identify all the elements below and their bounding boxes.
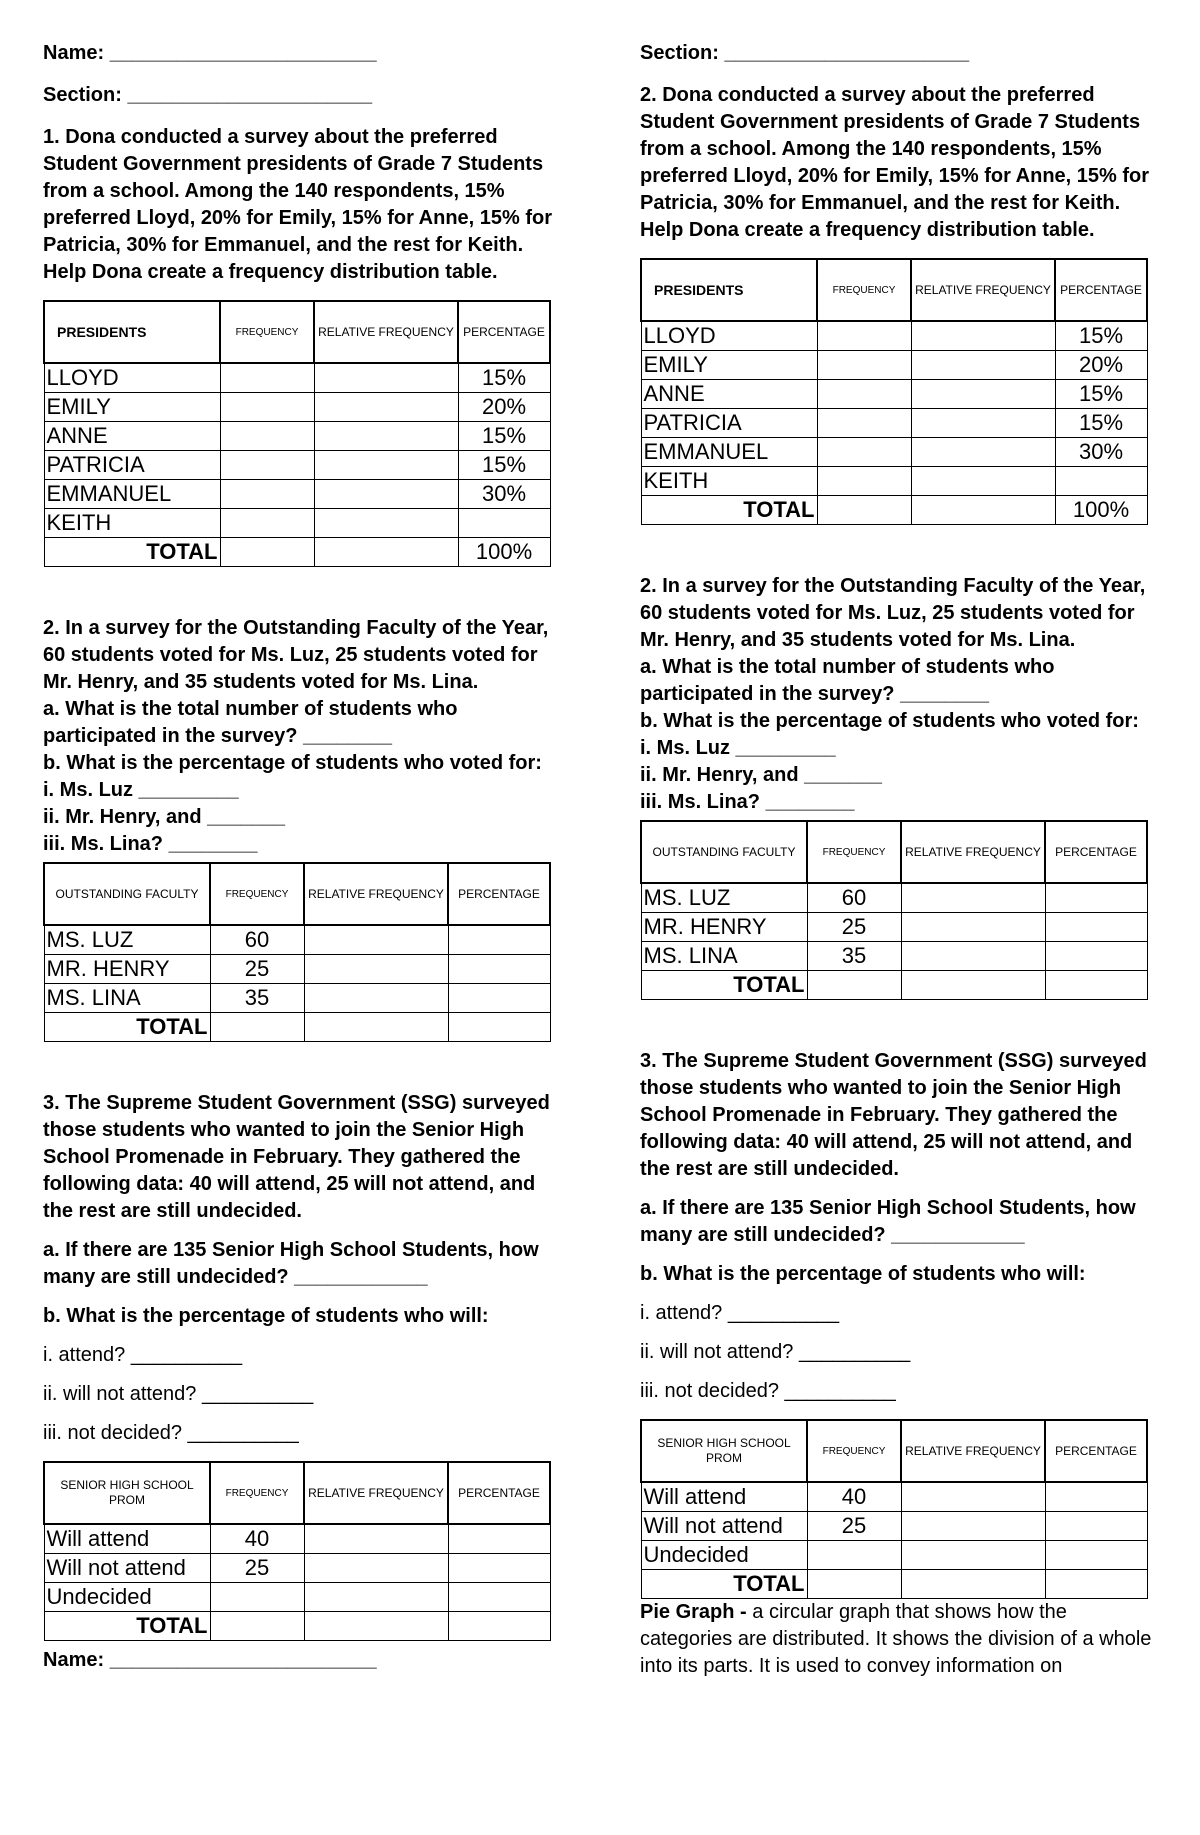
table-row — [641, 1541, 1147, 1570]
table-cell: 15% — [1055, 380, 1147, 409]
table-cell[interactable] — [901, 883, 1045, 913]
table-cell: 100% — [1055, 496, 1147, 525]
presidents-table — [640, 258, 1148, 525]
table-cell[interactable] — [304, 1612, 448, 1641]
table-cell[interactable] — [911, 467, 1055, 496]
table-cell[interactable] — [314, 422, 458, 451]
table-cell[interactable] — [817, 467, 911, 496]
row-label-cell: MS. LINA — [44, 984, 210, 1013]
table-row — [44, 363, 550, 393]
table-row — [44, 480, 550, 509]
table-cell[interactable] — [458, 509, 550, 538]
question-2b-iii: iii. Ms. Lina? ________ — [43, 833, 258, 855]
table-cell[interactable] — [448, 1013, 550, 1042]
row-label-cell: Will not attend — [44, 1554, 210, 1583]
table-cell[interactable] — [314, 480, 458, 509]
column-header: FREQUENCY — [220, 301, 314, 363]
table-row — [641, 971, 1147, 1000]
table-cell: 15% — [458, 422, 550, 451]
table-cell[interactable] — [817, 409, 911, 438]
table-cell[interactable] — [807, 1570, 901, 1599]
question-3: 3. The Supreme Student Government (SSG) surveyed those students who wanted to join the Senior High School Promenade in February. They gathered the following data: 40 will attend, 25 will not attend, and the rest are still undecided. — [640, 1050, 1147, 1180]
table-cell[interactable] — [1045, 1541, 1147, 1570]
column-header: PERCENTAGE — [1045, 1420, 1147, 1482]
table-cell: 25 — [210, 955, 304, 984]
column-header: RELATIVE FREQUENCY — [304, 863, 448, 925]
column-header: PERCENTAGE — [458, 301, 550, 363]
column-header: RELATIVE FREQUENCY — [314, 301, 458, 363]
question-2b-i: i. Ms. Luz _________ — [43, 779, 239, 801]
table-cell[interactable] — [304, 984, 448, 1013]
question-3a: a. If there are 135 Senior High School Students, how many are still undecided? ____________ — [640, 1197, 1136, 1246]
column-header: RELATIVE FREQUENCY — [911, 259, 1055, 321]
pie-graph-text: a circular graph that shows how the categories are distributed. It shows the division of a whole into its parts. It is used to convey information on — [640, 1601, 1152, 1677]
row-label-cell: LLOYD — [44, 363, 220, 393]
column-header: RELATIVE FREQUENCY — [304, 1462, 448, 1524]
table-row — [44, 1583, 550, 1612]
column-header: PERCENTAGE — [448, 863, 550, 925]
row-label-cell: TOTAL — [44, 538, 220, 567]
table-cell[interactable] — [817, 321, 911, 351]
column-header: RELATIVE FREQUENCY — [901, 821, 1045, 883]
table-cell[interactable] — [1055, 467, 1147, 496]
table-cell[interactable] — [1045, 1482, 1147, 1512]
table-cell: 20% — [458, 393, 550, 422]
table-cell[interactable] — [817, 380, 911, 409]
question-3: 3. The Supreme Student Government (SSG) surveyed those students who wanted to join the Senior High School Promenade in February. They gathered the following data: 40 will attend, 25 will not attend, and the rest are still undecided. — [43, 1092, 550, 1222]
table-row — [44, 509, 550, 538]
table-cell[interactable] — [448, 925, 550, 955]
question-3b: b. What is the percentage of students who will: — [43, 1305, 489, 1327]
table-row — [641, 380, 1147, 409]
table-cell: 30% — [1055, 438, 1147, 467]
row-label-cell: EMMANUEL — [641, 438, 817, 467]
question-2b-ii: ii. Mr. Henry, and _______ — [43, 806, 285, 828]
table-row — [641, 321, 1147, 351]
table-cell[interactable] — [210, 1583, 304, 1612]
table-cell: 35 — [210, 984, 304, 1013]
table-row — [641, 1512, 1147, 1541]
column-header: FREQUENCY — [210, 1462, 304, 1524]
table-row — [641, 942, 1147, 971]
column-header: FREQUENCY — [807, 1420, 901, 1482]
table-cell[interactable] — [448, 1554, 550, 1583]
table-cell[interactable] — [807, 971, 901, 1000]
table-header-row — [44, 1462, 550, 1524]
table-cell[interactable] — [304, 955, 448, 984]
row-label-cell: PATRICIA — [44, 451, 220, 480]
table-cell[interactable] — [448, 1612, 550, 1641]
table-row — [44, 393, 550, 422]
table-cell[interactable] — [314, 538, 458, 567]
table-cell[interactable] — [911, 321, 1055, 351]
table-cell[interactable] — [817, 351, 911, 380]
table-cell: 20% — [1055, 351, 1147, 380]
name-label: Name: ________________________ — [43, 42, 377, 64]
table-cell: 15% — [1055, 409, 1147, 438]
table-header-row — [44, 863, 550, 925]
table-cell[interactable] — [901, 942, 1045, 971]
table-cell[interactable] — [901, 971, 1045, 1000]
table-cell[interactable] — [1045, 913, 1147, 942]
row-label-cell: EMILY — [641, 351, 817, 380]
table-row — [44, 1554, 550, 1583]
prom-table — [640, 1419, 1148, 1599]
table-cell: 15% — [458, 451, 550, 480]
table-row — [44, 955, 550, 984]
table-cell[interactable] — [304, 1013, 448, 1042]
table-row — [44, 984, 550, 1013]
row-label-cell: ANNE — [44, 422, 220, 451]
table-row — [641, 883, 1147, 913]
column-header: PRESIDENTS — [641, 259, 817, 321]
table-row — [44, 925, 550, 955]
question-1: 1. Dona conducted a survey about the preferred Student Government presidents of Grade 7 Students from a school. Among the 140 respondents, 15% preferred Lloyd, 20% for Emily, 15% for Anne, 15% for Patricia, 30% for Emmanuel, and the rest for Keith. Help Dona create a frequency distribution table. — [43, 126, 553, 283]
row-label-cell: MR. HENRY — [641, 913, 807, 942]
table-row — [641, 496, 1147, 525]
table-cell[interactable] — [220, 393, 314, 422]
table-row — [641, 1570, 1147, 1599]
column-header: RELATIVE FREQUENCY — [901, 1420, 1045, 1482]
column-header: PERCENTAGE — [1055, 259, 1147, 321]
table-header-row — [641, 259, 1147, 321]
table-cell[interactable] — [314, 363, 458, 393]
table-cell[interactable] — [210, 1612, 304, 1641]
question-3b-iii: iii. not decided? __________ — [640, 1380, 896, 1402]
row-label-cell: TOTAL — [641, 971, 807, 1000]
table-row — [44, 422, 550, 451]
row-label-cell: MS. LUZ — [44, 925, 210, 955]
table-cell: 30% — [458, 480, 550, 509]
row-label-cell: TOTAL — [641, 496, 817, 525]
question-1: 2. Dona conducted a survey about the preferred Student Government presidents of Grade 7 Students from a school. Among the 140 respondents, 15% preferred Lloyd, 20% for Emily, 15% for Anne, 15% for Patricia, 30% for Emmanuel, and the rest for Keith. Help Dona create a frequency distribution table. — [640, 84, 1150, 241]
column-header: FREQUENCY — [807, 821, 901, 883]
table-cell: 60 — [210, 925, 304, 955]
table-cell: 60 — [807, 883, 901, 913]
table-cell[interactable] — [1045, 1570, 1147, 1599]
table-row — [44, 1524, 550, 1554]
table-row — [641, 1482, 1147, 1512]
question-2: 2. In a survey for the Outstanding Faculty of the Year, 60 students voted for Ms. Luz, 25 students voted for Mr. Henry, and 35 students voted for Ms. Lina. — [640, 575, 1146, 651]
row-label-cell: KEITH — [641, 467, 817, 496]
pie-graph-definition — [640, 1599, 1160, 1680]
table-cell[interactable] — [448, 1524, 550, 1554]
left-column — [43, 40, 563, 1673]
table-cell[interactable] — [911, 351, 1055, 380]
table-cell[interactable] — [220, 538, 314, 567]
question-2b-ii: ii. Mr. Henry, and _______ — [640, 764, 882, 786]
pie-graph-term: Pie Graph - — [640, 1601, 747, 1623]
table-row — [44, 1612, 550, 1641]
question-2b: b. What is the percentage of students who voted for: — [43, 752, 542, 774]
table-cell[interactable] — [314, 451, 458, 480]
row-label-cell: Undecided — [44, 1583, 210, 1612]
row-label-cell: MR. HENRY — [44, 955, 210, 984]
table-cell[interactable] — [911, 438, 1055, 467]
table-row — [641, 913, 1147, 942]
column-header: PRESIDENTS — [44, 301, 220, 363]
table-cell[interactable] — [901, 1541, 1045, 1570]
table-cell: 25 — [210, 1554, 304, 1583]
table-cell[interactable] — [220, 422, 314, 451]
table-cell: 40 — [807, 1482, 901, 1512]
section-label: Section: ______________________ — [43, 84, 373, 106]
name-label-bottom: Name: ________________________ — [43, 1649, 377, 1671]
question-2a: a. What is the total number of students who participated in the survey? ________ — [640, 656, 1055, 705]
table-cell[interactable] — [901, 1482, 1045, 1512]
table-cell: 25 — [807, 1512, 901, 1541]
table-cell[interactable] — [1045, 1512, 1147, 1541]
row-label-cell: Will attend — [44, 1524, 210, 1554]
row-label-cell: EMILY — [44, 393, 220, 422]
table-cell[interactable] — [314, 393, 458, 422]
table-cell: 15% — [458, 363, 550, 393]
table-cell: 35 — [807, 942, 901, 971]
row-label-cell: EMMANUEL — [44, 480, 220, 509]
row-label-cell: Will not attend — [641, 1512, 807, 1541]
table-cell[interactable] — [1045, 883, 1147, 913]
table-header-row — [641, 1420, 1147, 1482]
row-label-cell: ANNE — [641, 380, 817, 409]
row-label-cell: KEITH — [44, 509, 220, 538]
row-label-cell: TOTAL — [44, 1013, 210, 1042]
question-3b-i: i. attend? __________ — [640, 1302, 840, 1324]
question-2b-i: i. Ms. Luz _________ — [640, 737, 836, 759]
question-2b-iii: iii. Ms. Lina? ________ — [640, 791, 855, 813]
table-header-row — [641, 821, 1147, 883]
faculty-table — [43, 862, 551, 1042]
table-cell[interactable] — [911, 496, 1055, 525]
table-cell[interactable] — [807, 1541, 901, 1570]
presidents-table — [43, 300, 551, 567]
column-header: OUTSTANDING FACULTY — [44, 863, 210, 925]
column-header: PERCENTAGE — [1045, 821, 1147, 883]
row-label-cell: LLOYD — [641, 321, 817, 351]
table-cell[interactable] — [314, 509, 458, 538]
table-cell[interactable] — [817, 496, 911, 525]
table-header-row — [44, 301, 550, 363]
column-header: SENIOR HIGH SCHOOL PROM — [44, 1462, 210, 1524]
question-3b-ii: ii. will not attend? __________ — [640, 1341, 911, 1363]
table-cell: 25 — [807, 913, 901, 942]
table-cell[interactable] — [817, 438, 911, 467]
table-cell[interactable] — [304, 1524, 448, 1554]
table-cell: 15% — [1055, 321, 1147, 351]
table-row — [44, 538, 550, 567]
prom-table — [43, 1461, 551, 1641]
section-label: Section: ______________________ — [640, 42, 970, 64]
question-3b: b. What is the percentage of students who will: — [640, 1263, 1086, 1285]
table-cell[interactable] — [304, 1583, 448, 1612]
row-label-cell: PATRICIA — [641, 409, 817, 438]
right-column — [640, 40, 1160, 1680]
table-cell: 40 — [210, 1524, 304, 1554]
table-row — [641, 351, 1147, 380]
table-cell[interactable] — [901, 1570, 1045, 1599]
table-cell[interactable] — [911, 409, 1055, 438]
column-header: FREQUENCY — [210, 863, 304, 925]
table-cell[interactable] — [220, 363, 314, 393]
table-cell[interactable] — [220, 509, 314, 538]
table-cell[interactable] — [304, 925, 448, 955]
table-cell[interactable] — [901, 913, 1045, 942]
table-cell[interactable] — [448, 984, 550, 1013]
table-cell[interactable] — [1045, 971, 1147, 1000]
table-row — [44, 451, 550, 480]
faculty-table — [640, 820, 1148, 1000]
table-cell[interactable] — [210, 1013, 304, 1042]
column-header: OUTSTANDING FACULTY — [641, 821, 807, 883]
question-3b-i: i. attend? __________ — [43, 1344, 243, 1366]
table-cell[interactable] — [448, 955, 550, 984]
column-header: PERCENTAGE — [448, 1462, 550, 1524]
question-3b-iii: iii. not decided? __________ — [43, 1422, 299, 1444]
question-2: 2. In a survey for the Outstanding Faculty of the Year, 60 students voted for Ms. Luz, 25 students voted for Mr. Henry, and 35 students voted for Ms. Lina. — [43, 617, 549, 693]
table-cell[interactable] — [911, 380, 1055, 409]
table-row — [641, 409, 1147, 438]
table-cell[interactable] — [220, 451, 314, 480]
row-label-cell: MS. LINA — [641, 942, 807, 971]
table-cell[interactable] — [304, 1554, 448, 1583]
row-label-cell: Will attend — [641, 1482, 807, 1512]
table-cell: 100% — [458, 538, 550, 567]
row-label-cell: TOTAL — [641, 1570, 807, 1599]
table-row — [641, 438, 1147, 467]
table-cell[interactable] — [220, 480, 314, 509]
question-3a: a. If there are 135 Senior High School Students, how many are still undecided? ____________ — [43, 1239, 539, 1288]
column-header: SENIOR HIGH SCHOOL PROM — [641, 1420, 807, 1482]
table-cell[interactable] — [448, 1583, 550, 1612]
table-cell[interactable] — [1045, 942, 1147, 971]
table-cell[interactable] — [901, 1512, 1045, 1541]
question-2b: b. What is the percentage of students who voted for: — [640, 710, 1139, 732]
row-label-cell: MS. LUZ — [641, 883, 807, 913]
table-row — [641, 467, 1147, 496]
column-header: FREQUENCY — [817, 259, 911, 321]
question-2a: a. What is the total number of students who participated in the survey? ________ — [43, 698, 458, 747]
table-row — [44, 1013, 550, 1042]
row-label-cell: Undecided — [641, 1541, 807, 1570]
row-label-cell: TOTAL — [44, 1612, 210, 1641]
question-3b-ii: ii. will not attend? __________ — [43, 1383, 314, 1405]
